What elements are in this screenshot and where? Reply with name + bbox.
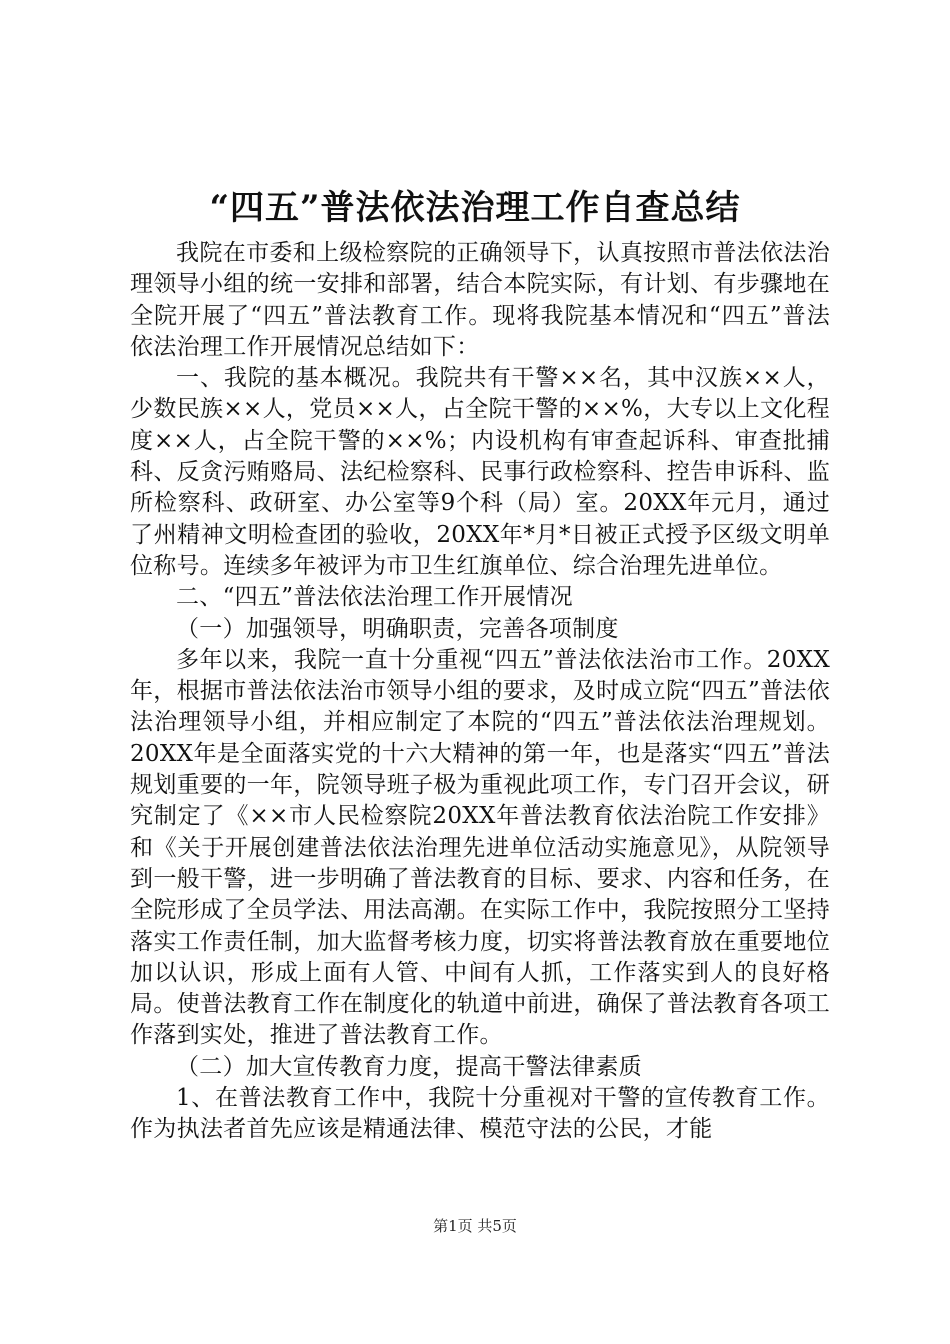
document-title: “四五”普法依法治理工作自查总结	[209, 188, 741, 228]
subsection-one-heading: （一）加强领导，明确职责，完善各项制度	[176, 615, 619, 642]
subsection-two-heading: （二）加大宣传教育力度，提高干警法律素质	[176, 1053, 642, 1080]
subsection-two-paragraph: 1、在普法教育工作中，我院十分重视对干警的宣传教育工作。作为执法者首先应该是精通法律、模范守法的公民，才能	[130, 1085, 830, 1143]
section-two-heading: 二、“四五”普法依法治理工作开展情况	[176, 584, 573, 611]
document-body	[130, 238, 830, 1146]
page-number-footer: 第1页 共5页	[433, 1217, 517, 1235]
subsection-one-paragraph: 多年以来，我院一直十分重视“四五”普法依法治市工作。20XX年，根据市普法依法治市领导小组的要求，及时成立院“四五”普法依法治理领导小组，并相应制定了本院的“四五”普法依法治理规划。20XX年是全面落实党的十六大精神的第一年，也是落实“四五”普法规划重要的一年，院领导班子极为重视此项工作，专门召开会议，研究制定了《××市人民检察院20XX年普法教育依法治院工作安排》和《关于开展创建普法依法治理先进单位活动实施意见》，从院领导到一般干警，进一步明确了普法教育的目标、要求、内容和任务，在全院形成了全员学法、用法高潮。在实际工作中，我院按照分工坚持落实工作责任制，加大监督考核力度，切实将普法教育放在重要地位加以认识，形成上面有人管、中间有人抓，工作落实到人的良好格局。使普法教育工作在制度化的轨道中前进，确保了普法教育各项工作落到实处，推进了普法教育工作。	[130, 646, 830, 1049]
section-one-paragraph: 一、我院的基本概况。我院共有干警××名，其中汉族××人，少数民族××人，党员××人，占全院干警的××%，大专以上文化程度××人，占全院干警的××%；内设机构有审查起诉科、审查批捕科、反贪污贿赂局、法纪检察科、民事行政检察科、控告申诉科、监所检察科、政研室、办公室等9个科（局）室。20XX年元月，通过了州精神文明检查团的验收，20XX年*月*日被正式授予区级文明单位称号。连续多年被评为市卫生红旗单位、综合治理先进单位。	[130, 365, 830, 579]
intro-paragraph: 我院在市委和上级检察院的正确领导下，认真按照市普法依法治理领导小组的统一安排和部署，结合本院实际，有计划、有步骤地在全院开展了“四五”普法教育工作。现将我院基本情况和“四五”普法依法治理工作开展情况总结如下：	[130, 240, 830, 360]
